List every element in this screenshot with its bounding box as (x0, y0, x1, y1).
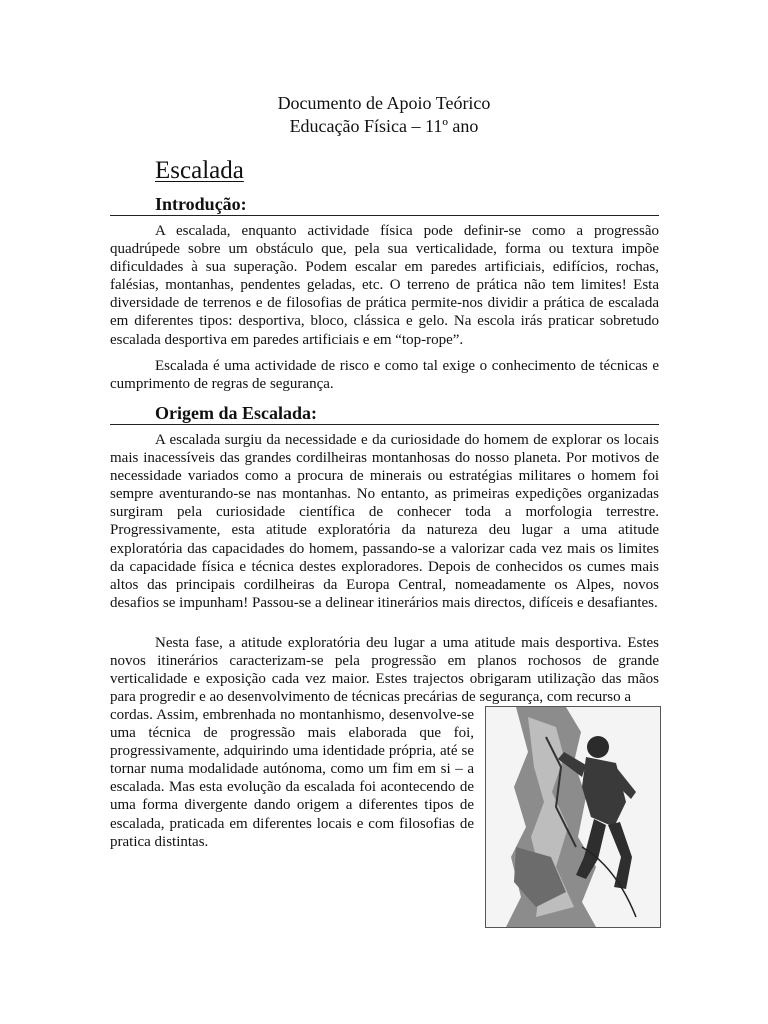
section-heading-origem: Origem da Escalada: (110, 402, 659, 425)
header-line-2: Educação Física – 11º ano (289, 116, 479, 136)
intro-paragraph-1: A escalada, enquanto actividade física pode definir-se como a progressão quadrúpede sobre um obstáculo que, pela sua verticalidade, forma ou textura impõe dificuldades à sua superação. Podem escalar em paredes artificiais, edifícios, rochas, falésias, montanhas, pendentes geladas, etc. O terreno de prática não tem limites! Esta diversidade de terrenos e de filosofias de prática permite-nos dividir a prática de escalada em diferentes tipos: desportiva, bloco, clássica e gelo. Na escola irás praticar sobretudo escalada desportiva em paredes artificiais e em “top-rope”. (110, 223, 659, 348)
climber-photo (485, 706, 661, 928)
origin-paragraph-1: A escalada surgiu da necessidade e da curiosidade do homem de explorar os locais mais inacessíveis das grandes cordilheiras montanhosas do nosso planeta. Por motivos de necessidade variados como a procura de minerais ou estratégias militares o homem foi sempre aventurando-se nas montanhas. No entanto, as primeiras expedições organizadas surgiram pela curiosidade científica de conhecer toda a morfologia terrestre. Progressivamente, esta atitude exploratória da natureza deu lugar a uma atitude exploratória das capacidades do homem, passando-se a valorizar cada vez mais os limites da capacidade física e técnica destes exploradores. Depois de conhecidos os cumes mais altos das principais cordilheiras da Europa Central, nomeadamente os Alpes, novos desafios se impunham! Passou-se a delinear itinerários mais directos, difíceis e desafiantes. (110, 432, 659, 611)
origin-paragraph-2: Nesta fase, a atitude exploratória deu lugar a uma atitude mais desportiva. Estes novos itinerários caracterizam-se pela progressão em planos rochosos de grande verticalidade e exposição cada vez maior. Estes trajectos obrigaram utilização das mãos para progredir e ao desenvolvimento de técnicas precárias de segurança, com recurso a (110, 635, 659, 706)
document-header (0, 92, 768, 138)
header-line-1: Documento de Apoio Teórico (277, 93, 491, 113)
intro-paragraph-2: Escalada é uma actividade de risco e como tal exige o conhecimento de técnicas e cumprimento de regras de segurança. (110, 358, 659, 393)
origin-paragraph-2-continued: cordas. Assim, embrenhada no montanhismo, desenvolve-se uma técnica de progressão mais elaborada que foi, progressivamente, adquirindo uma identidade própria, até se tornar numa modalidade autónoma, como um fim em si – a escalada. Mas esta evolução da escalada foi acontecendo de uma forma divergente dando origem a diferentes tipos de escalada, praticada em diferentes locais e com filosofias de pratica distintas. (110, 707, 474, 850)
section-heading-introducao: Introdução: (110, 193, 659, 216)
page-title: Escalada (155, 157, 244, 184)
